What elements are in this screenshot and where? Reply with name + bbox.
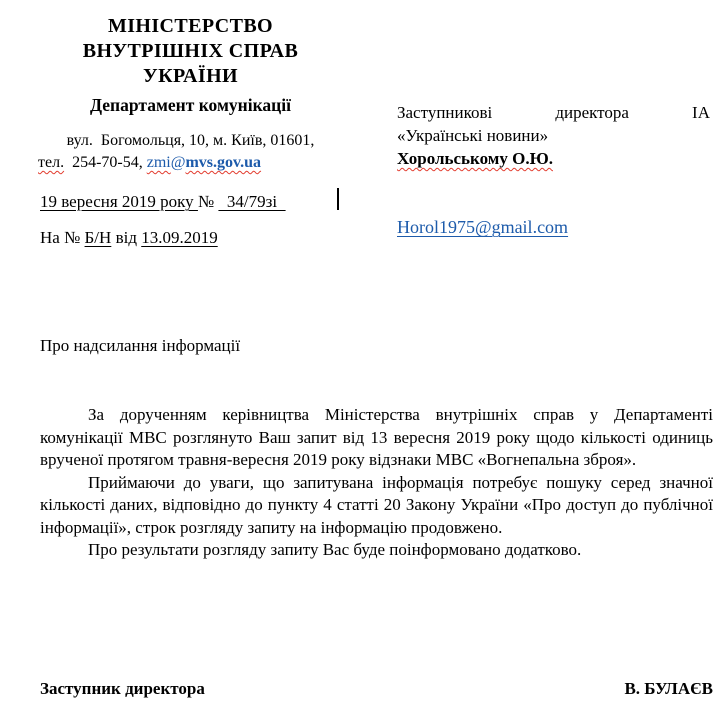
ministry-title [38, 14, 343, 89]
recipient-title-word: ІА [692, 103, 710, 122]
incoming-date: 13.09.2019 [141, 228, 218, 247]
ministry-title-line3: УКРАЇНИ [143, 65, 238, 87]
ministry-email-link[interactable] [147, 154, 261, 171]
ministry-title-line1: МІНІСТЕРСТВО [107, 15, 274, 37]
recipient-title-line [397, 101, 710, 124]
incoming-number: Б/Н [84, 228, 112, 247]
letterhead [38, 14, 343, 174]
tel-number: 254-70-54, [64, 154, 147, 171]
email-domain-part: mvs.gov.ua [185, 154, 262, 171]
email-at-sign: @ [170, 154, 186, 171]
recipient-title-word: Заступникові [397, 103, 493, 122]
body-paragraph: Приймаючи до уваги, що запитувана інформація потребує пошуку серед значної кількості даних, відповідно до пункту 4 статті 20 Закону України «Про доступ до публічної інформації», строк розгляду запиту на інформацію продовжено. [40, 472, 713, 537]
signer-name: В. БУЛАЄВ [624, 679, 713, 698]
recipient-email-link[interactable]: Horol1975@gmail.com [397, 217, 569, 237]
recipient-block [397, 101, 710, 170]
address-line: вул. Богомольця, 10, м. Київ, 01601, [66, 132, 315, 149]
recipient-email [397, 217, 568, 238]
recipient-agency: «Українські новини» [397, 126, 549, 145]
email-user-part: zmi [146, 154, 171, 171]
phone-email-line [38, 152, 343, 174]
outgoing-date-line [40, 192, 286, 212]
incoming-prefix: На № [40, 228, 85, 247]
outgoing-date: 19 вересня 2019 року [40, 192, 198, 211]
letterhead-address [38, 130, 343, 174]
ministry-title-line2: ВНУТРІШНІХ СПРАВ [82, 40, 299, 62]
incoming-ref-line [40, 228, 218, 248]
text-cursor [337, 188, 339, 210]
signer-position: Заступник директора [40, 679, 205, 698]
recipient-title-word: директора [555, 103, 629, 122]
subject-line: Про надсилання інформації [40, 336, 241, 355]
signature-row [40, 679, 713, 699]
body-paragraph: Про результати розгляду запиту Вас буде поінформовано додатково. [88, 540, 582, 559]
tel-label: тел. [38, 154, 65, 171]
body-paragraph: За дорученням керівництва Міністерства внутрішніх справ у Департаменті комунікації МВС розглянуто Ваш запит від 13 вересня 2019 року щодо кількості одиниць врученої протягом травня-вересня 2019 року відзнаки МВС «Вогнепальна зброя». [40, 405, 713, 469]
recipient-name: Хорольському О.Ю. [397, 149, 553, 168]
incoming-mid: від [111, 228, 142, 247]
letter-body [40, 404, 713, 562]
department-name: Департамент комунікації [90, 95, 291, 115]
outgoing-number: 34/79зі [218, 192, 286, 211]
number-sign: № [197, 192, 219, 211]
